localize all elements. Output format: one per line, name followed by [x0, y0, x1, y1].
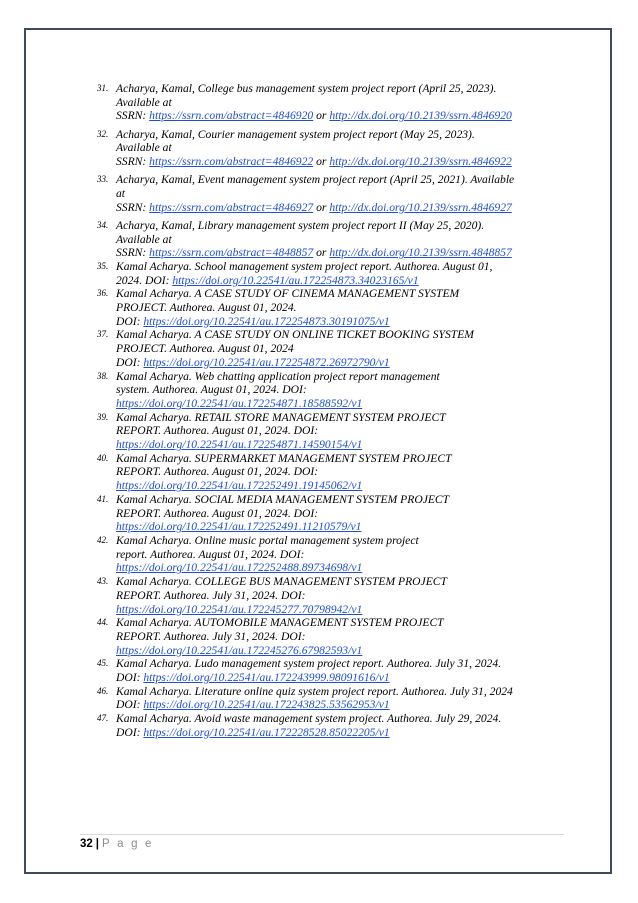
reference-item: [84, 370, 564, 411]
reference-item: [84, 173, 564, 214]
reference-item: [84, 128, 564, 169]
reference-text: Kamal Acharya. RETAIL STORE MANAGEMENT SYSTEM PROJECT: [116, 410, 446, 424]
reference-line: [116, 109, 564, 123]
reference-item: [84, 685, 564, 712]
reference-number: 33.: [97, 174, 109, 185]
reference-text: Kamal Acharya. Literature online quiz system project report. Authorea. July 31, 2024: [116, 684, 513, 698]
reference-link[interactable]: https://doi.org/10.22541/au.172254871.18588592/v1: [116, 396, 363, 410]
reference-link[interactable]: https://ssrn.com/abstract=4846920: [149, 109, 314, 123]
reference-link[interactable]: http://dx.doi.org/10.2139/ssrn.4846920: [329, 109, 512, 123]
reference-number: 36.: [97, 288, 109, 299]
reference-link[interactable]: http://dx.doi.org/10.2139/ssrn.4846922: [329, 155, 512, 169]
reference-line: [116, 397, 564, 411]
reference-item: [84, 287, 564, 328]
reference-number: 41.: [97, 493, 109, 504]
reference-line: [116, 219, 564, 233]
reference-line: [116, 356, 564, 370]
reference-line: [116, 438, 564, 452]
reference-text: DOI:: [116, 355, 144, 369]
reference-link[interactable]: https://doi.org/10.22541/au.172245277.70798942/v1: [116, 602, 363, 616]
reference-text: or: [313, 109, 330, 123]
reference-text: Available at: [116, 95, 172, 109]
reference-item: [84, 328, 564, 369]
reference-line: [116, 328, 564, 342]
reference-text: Kamal Acharya. Online music portal management system project: [116, 534, 419, 547]
reference-text: Kamal Acharya. AUTOMOBILE MANAGEMENT SYSTEM PROJECT: [116, 616, 444, 630]
reference-text: Kamal Acharya. Ludo management system project report. Authorea. July 31, 2024.: [116, 657, 502, 671]
reference-line: [116, 589, 564, 603]
reference-number: 37.: [97, 329, 109, 340]
reference-text: REPORT. Authorea. August 01, 2024. DOI:: [116, 506, 319, 520]
reference-line: [116, 246, 564, 260]
reference-line: [116, 452, 564, 466]
reference-text: Kamal Acharya. Web chatting application project report management: [116, 369, 440, 383]
reference-line: [116, 411, 564, 425]
reference-text: Kamal Acharya. Avoid waste management system project. Authorea. July 29, 2024.: [116, 712, 502, 726]
reference-text: Acharya, Kamal, Library management system project report II (May 25, 2020).: [116, 218, 485, 232]
reference-text: REPORT. Authorea. July 31, 2024. DOI:: [116, 629, 306, 643]
reference-line: [116, 287, 564, 301]
footer-divider: [80, 834, 564, 835]
page-footer: [80, 838, 154, 850]
reference-line: [116, 128, 564, 142]
reference-line: [116, 82, 564, 96]
reference-link[interactable]: http://dx.doi.org/10.2139/ssrn.4846927: [329, 200, 512, 214]
reference-text: Available at: [116, 232, 172, 246]
reference-number: 44.: [97, 617, 109, 628]
reference-item: [84, 260, 564, 287]
reference-line: [116, 301, 564, 315]
reference-text: or: [313, 155, 330, 169]
reference-link[interactable]: https://ssrn.com/abstract=4848857: [149, 246, 314, 260]
reference-number: 34.: [97, 219, 109, 230]
reference-line: [116, 370, 564, 384]
reference-line: [116, 260, 564, 274]
reference-link[interactable]: https://doi.org/10.22541/au.172243999.98091616/v1: [143, 671, 390, 685]
reference-number: 31.: [97, 83, 109, 93]
reference-text: Kamal Acharya. A CASE STUDY OF CINEMA MANAGEMENT SYSTEM: [116, 287, 460, 301]
reference-item: [84, 82, 564, 123]
reference-number: 42.: [97, 535, 109, 545]
reference-line: [116, 698, 564, 712]
reference-line: [116, 479, 564, 493]
reference-text: Kamal Acharya. SUPERMARKET MANAGEMENT SYSTEM PROJECT: [116, 451, 452, 465]
reference-text: PROJECT. Authorea. August 01, 2024: [116, 342, 294, 356]
reference-line: [116, 575, 564, 589]
reference-link[interactable]: https://doi.org/10.22541/au.172252488.89734698/v1: [116, 561, 363, 575]
reference-line: [116, 671, 564, 685]
reference-text: Acharya, Kamal, Courier management system project report (May 25, 2023).: [116, 127, 475, 141]
reference-text: Kamal Acharya. School management system project report. Authorea. August 01,: [116, 259, 493, 273]
reference-list: [84, 82, 564, 740]
reference-link[interactable]: https://doi.org/10.22541/au.172245276.67982593/v1: [116, 643, 363, 657]
reference-line: [116, 233, 564, 247]
reference-item: [84, 657, 564, 684]
reference-line: [116, 644, 564, 658]
reference-text: REPORT. Authorea. August 01, 2024. DOI:: [116, 424, 319, 438]
reference-number: 32.: [97, 128, 109, 139]
reference-number: 38.: [97, 370, 109, 381]
reference-link[interactable]: https://doi.org/10.22541/au.172254871.14590154/v1: [116, 438, 363, 452]
reference-link[interactable]: https://ssrn.com/abstract=4846927: [149, 200, 314, 214]
reference-text: DOI:: [116, 725, 144, 739]
reference-link[interactable]: https://doi.org/10.22541/au.172254872.26972790/v1: [143, 355, 390, 369]
reference-item: [84, 411, 564, 452]
reference-line: [116, 534, 564, 548]
reference-text: Kamal Acharya. SOCIAL MEDIA MANAGEMENT SYSTEM PROJECT: [116, 492, 450, 506]
reference-number: 43.: [97, 576, 109, 587]
reference-item: [84, 712, 564, 739]
reference-line: [116, 155, 564, 169]
reference-text: PROJECT. Authorea. August 01, 2024.: [116, 301, 297, 315]
reference-line: [116, 315, 564, 329]
reference-text: DOI:: [116, 314, 144, 328]
reference-link[interactable]: https://doi.org/10.22541/au.172252491.19145062/v1: [116, 479, 363, 493]
reference-link[interactable]: https://doi.org/10.22541/au.172228528.85022205/v1: [143, 725, 390, 739]
reference-item: [84, 219, 564, 260]
reference-text: SSRN:: [116, 109, 150, 123]
reference-line: [116, 173, 564, 187]
reference-line: [116, 383, 564, 397]
reference-text: Acharya, Kamal, College bus management system project report (April 25, 2023).: [116, 82, 497, 95]
reference-line: [116, 507, 564, 521]
reference-text: REPORT. Authorea. July 31, 2024. DOI:: [116, 588, 306, 602]
reference-number: 46.: [97, 685, 109, 696]
reference-item: [84, 534, 564, 575]
reference-line: [116, 187, 564, 201]
reference-link[interactable]: https://doi.org/10.22541/au.172254873.30191075/v1: [143, 314, 390, 328]
reference-line: [116, 274, 564, 288]
reference-line: [116, 342, 564, 356]
reference-line: [116, 657, 564, 671]
reference-text: Available at: [116, 141, 172, 155]
reference-line: [116, 685, 564, 699]
footer-separator: |: [95, 838, 100, 850]
reference-link[interactable]: https://doi.org/10.22541/au.172254873.34023165/v1: [172, 273, 419, 287]
reference-text: SSRN:: [116, 155, 150, 169]
reference-line: [116, 616, 564, 630]
reference-item: [84, 452, 564, 493]
reference-text: Kamal Acharya. A CASE STUDY ON ONLINE TICKET BOOKING SYSTEM: [116, 328, 474, 342]
reference-link[interactable]: https://ssrn.com/abstract=4846922: [149, 155, 314, 169]
reference-text: Acharya, Kamal, Event management system project report (April 25, 2021). Available: [116, 173, 515, 187]
reference-line: [116, 201, 564, 215]
reference-text: at: [116, 186, 126, 200]
reference-line: [116, 424, 564, 438]
reference-link[interactable]: http://dx.doi.org/10.2139/ssrn.4848857: [329, 246, 512, 260]
page-label: P a g e: [102, 838, 154, 850]
reference-text: 2024. DOI:: [116, 273, 173, 287]
reference-item: [84, 575, 564, 616]
reference-text: DOI:: [116, 698, 144, 712]
reference-text: or: [313, 200, 330, 214]
reference-number: 39.: [97, 411, 109, 422]
reference-number: 47.: [97, 713, 109, 724]
reference-text: system. Authorea. August 01, 2024. DOI:: [116, 383, 307, 397]
reference-number: 45.: [97, 658, 109, 669]
reference-link[interactable]: https://doi.org/10.22541/au.172252491.11210579/v1: [116, 520, 362, 534]
reference-line: [116, 630, 564, 644]
reference-line: [116, 561, 564, 575]
reference-line: [116, 96, 564, 110]
reference-line: [116, 465, 564, 479]
reference-text: SSRN:: [116, 200, 150, 214]
reference-text: DOI:: [116, 671, 144, 685]
reference-item: [84, 616, 564, 657]
reference-number: 40.: [97, 452, 109, 463]
reference-line: [116, 726, 564, 740]
reference-text: report. Authorea. August 01, 2024. DOI:: [116, 547, 305, 561]
reference-link[interactable]: https://doi.org/10.22541/au.172243825.53562953/v1: [143, 698, 390, 712]
reference-line: [116, 548, 564, 562]
reference-item: [84, 493, 564, 534]
reference-line: [116, 603, 564, 617]
reference-text: Kamal Acharya. COLLEGE BUS MANAGEMENT SYSTEM PROJECT: [116, 575, 447, 589]
page-number: 32: [80, 838, 93, 850]
reference-text: REPORT. Authorea. August 01, 2024. DOI:: [116, 465, 319, 479]
reference-text: or: [313, 246, 330, 260]
reference-line: [116, 520, 564, 534]
reference-line: [116, 141, 564, 155]
reference-line: [116, 712, 564, 726]
reference-number: 35.: [97, 260, 109, 271]
reference-line: [116, 493, 564, 507]
reference-text: SSRN:: [116, 246, 150, 260]
